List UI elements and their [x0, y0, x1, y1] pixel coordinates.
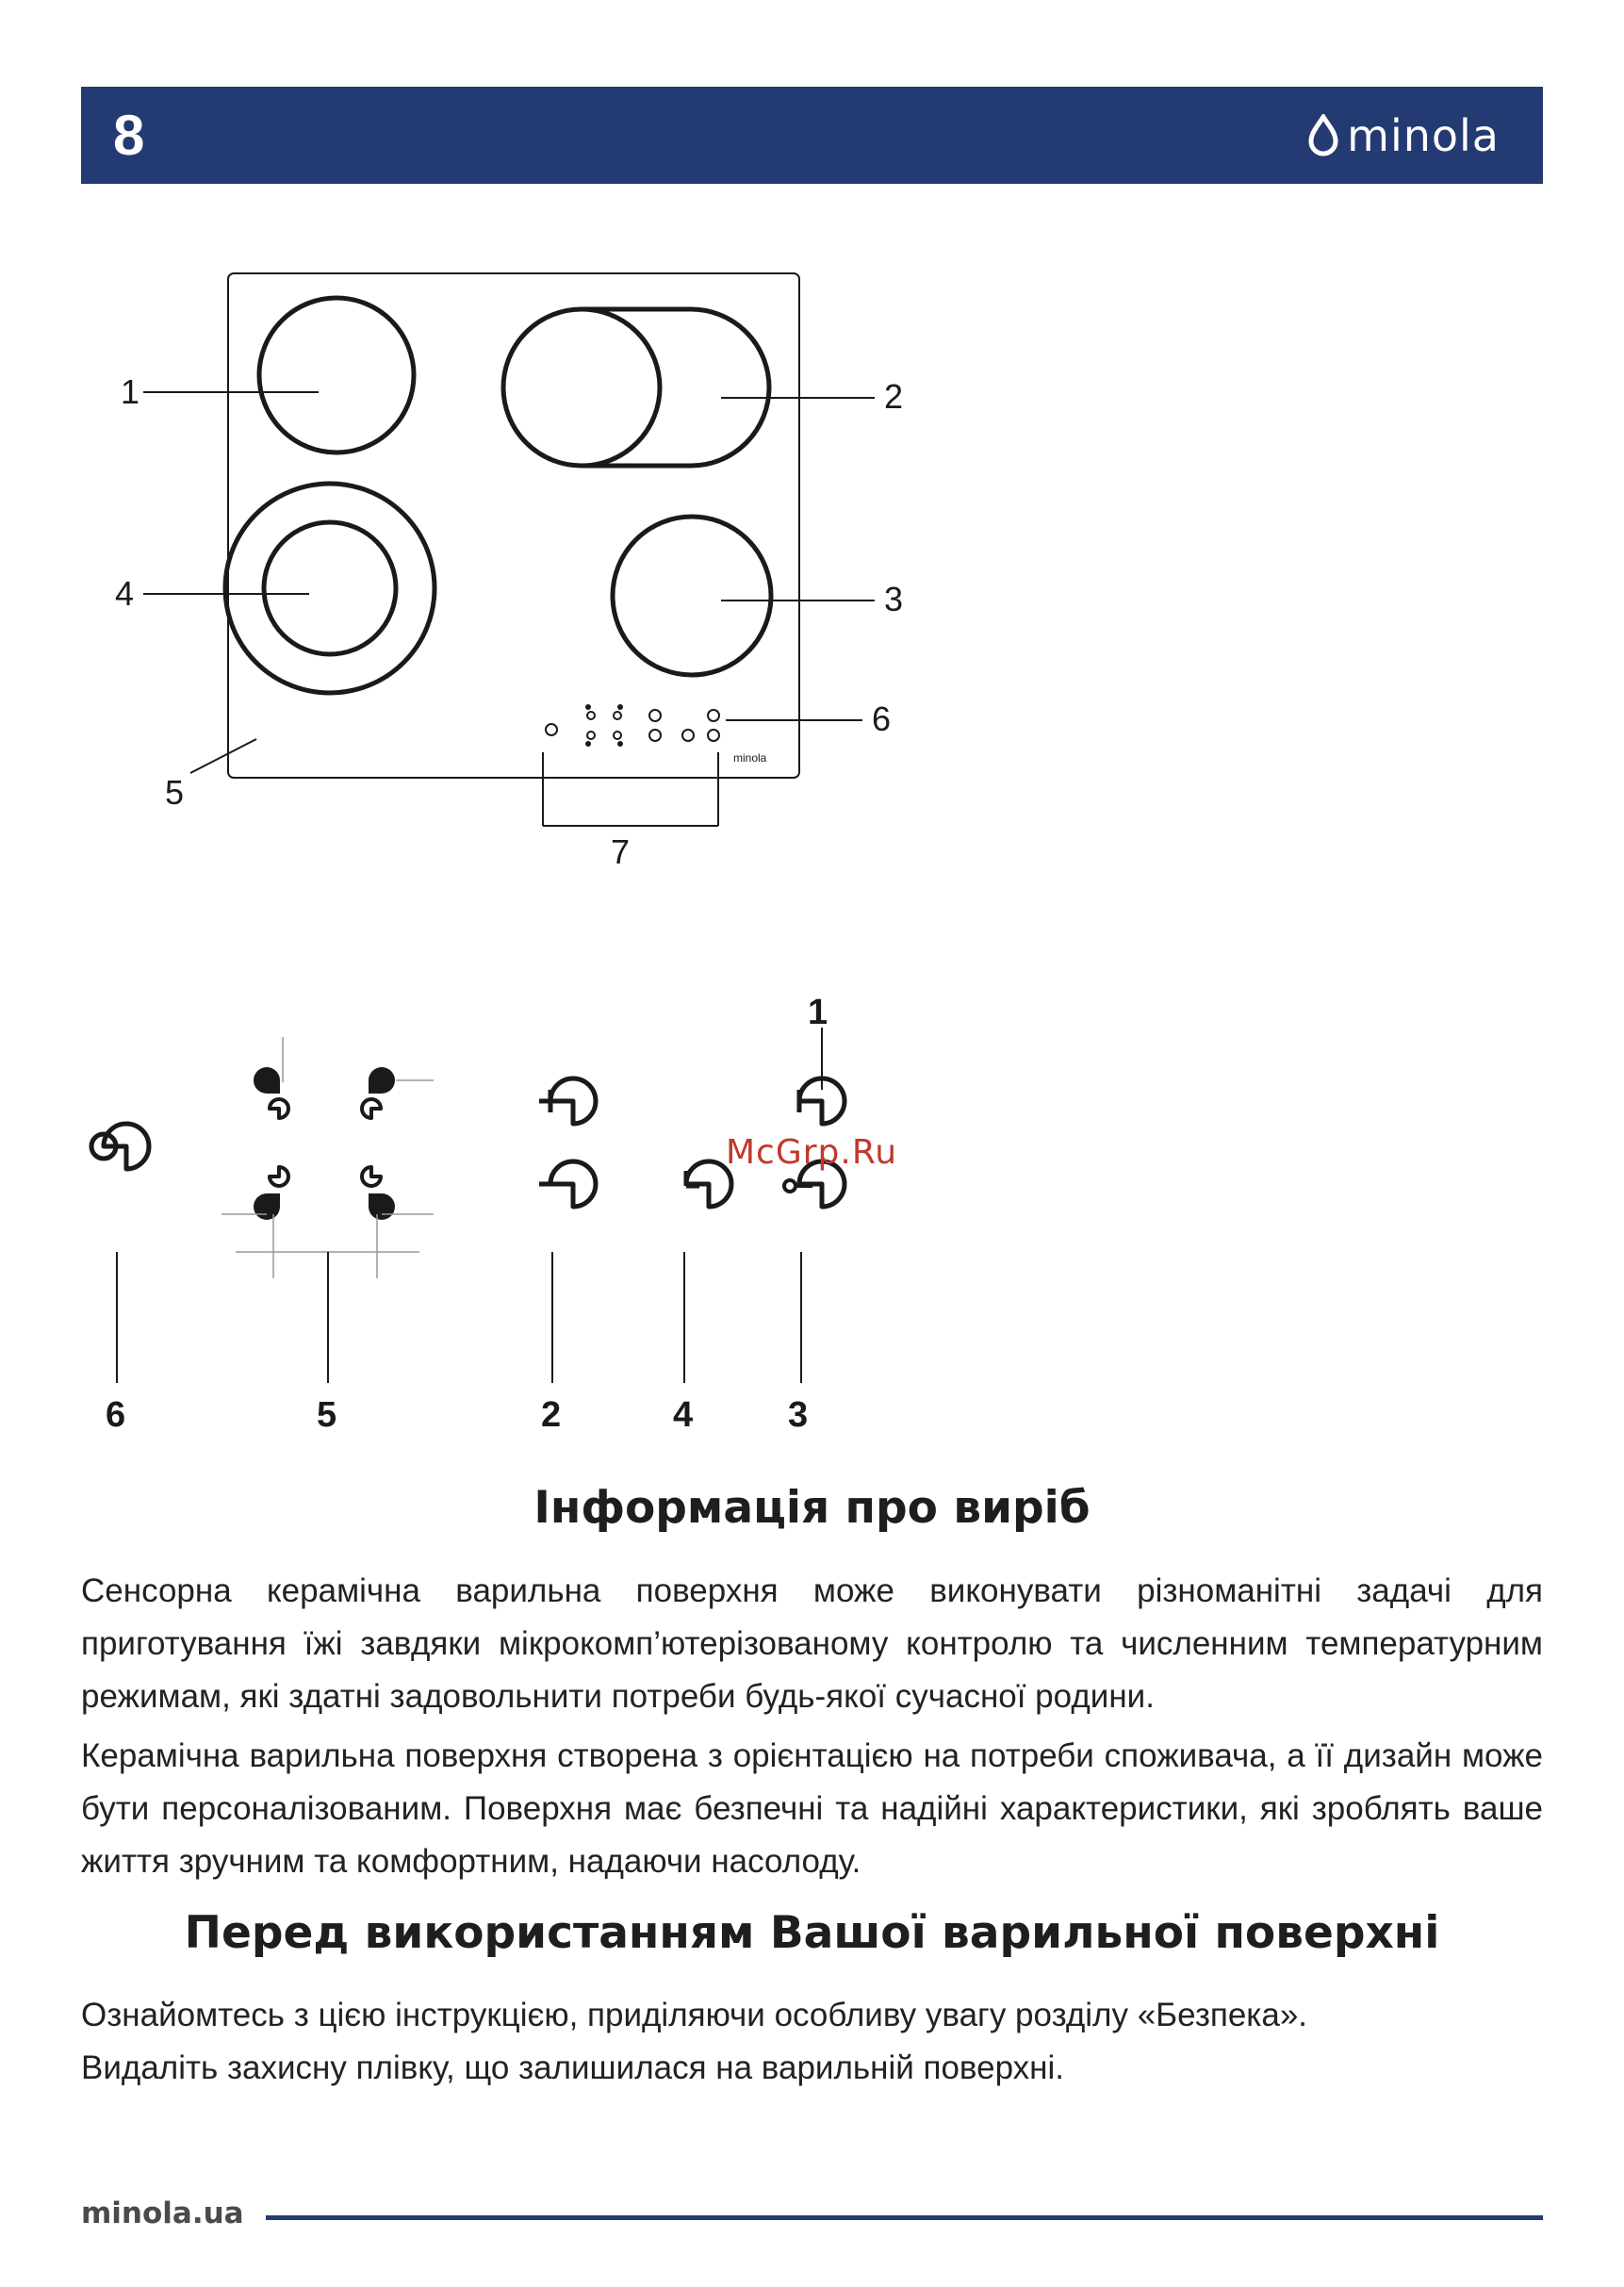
- control-panel-diagram: [0, 971, 943, 1461]
- panel-callout-3: 3: [788, 1395, 809, 1435]
- zone-selector-rear-left-icon: [270, 1167, 288, 1186]
- callout-3: 3: [884, 580, 904, 618]
- panel-brand: minola: [733, 751, 767, 765]
- brand-name: minola: [1347, 110, 1500, 161]
- page-number: 8: [113, 104, 145, 167]
- product-info-paragraph-2: Керамічна варильна поверхня створена з орієнтацією на потреби споживача, а її дизайн може бути персоналізованим. Поверхня має безпечні та надійні характеристики, які зроблять ваше життя зручним та комфортним, надаючи насолоду.: [81, 1737, 1543, 1880]
- section-title-product-info: Інформація про виріб: [533, 1482, 1091, 1534]
- footer-url[interactable]: minola.ua: [81, 2197, 244, 2230]
- page-header: [81, 87, 1543, 184]
- zone-selector-front-right-icon: [362, 1099, 381, 1118]
- cooking-zone-4-outer: [225, 484, 435, 693]
- cooking-zone-1: [259, 298, 414, 452]
- product-info-paragraph-1: Сенсорна керамічна варильна поверхня може виконувати різноманітні задачі для приготування їжі завдяки мікрокомп’ютерізованому контролю та численним температурним режимам, які здатні задовольнити потреби будь-якої сучасної родини.: [81, 1572, 1543, 1715]
- callout-5: 5: [165, 773, 185, 812]
- plus-icon: [539, 1078, 596, 1124]
- brand-logo: [1307, 107, 1500, 164]
- footer-rule: [266, 2215, 1543, 2220]
- power-icon: [91, 1124, 149, 1169]
- cooking-zone-2-outer: [582, 309, 769, 466]
- callout-6: 6: [872, 699, 892, 738]
- cooking-zone-2-inner: [503, 309, 660, 466]
- minus-icon: [539, 1161, 596, 1207]
- before-use-line-1: Ознайомтесь з цією інструкцією, приділяючи особливу увагу розділу «Безпека».: [81, 1997, 1308, 2033]
- watermark: McGrp.Ru: [726, 1133, 898, 1172]
- cooking-zone-4-inner: [264, 522, 396, 654]
- drop-icon: [1307, 114, 1339, 157]
- callout-4: 4: [115, 574, 135, 613]
- panel-callout-5: 5: [317, 1395, 337, 1435]
- zone-selector-front-left-icon: [270, 1099, 288, 1118]
- callout-2: 2: [884, 377, 904, 416]
- panel-callout-1: 1: [808, 993, 828, 1032]
- section-title-before-use: Перед використанням Вашої варильної поверхні: [184, 1907, 1440, 1959]
- callout-1: 1: [121, 372, 140, 411]
- panel-callout-4: 4: [673, 1395, 694, 1435]
- zone-selector-rear-right-icon: [362, 1167, 381, 1186]
- hob-diagram: [0, 255, 1037, 896]
- timer-icon: [686, 1161, 731, 1207]
- panel-callout-2: 2: [541, 1395, 562, 1435]
- callout-7: 7: [611, 832, 631, 871]
- before-use-line-2: Видаліть захисну плівку, що залишилася на варильній поверхні.: [81, 2049, 1064, 2086]
- panel-callout-6: 6: [106, 1395, 126, 1435]
- cooking-zone-3: [613, 517, 771, 675]
